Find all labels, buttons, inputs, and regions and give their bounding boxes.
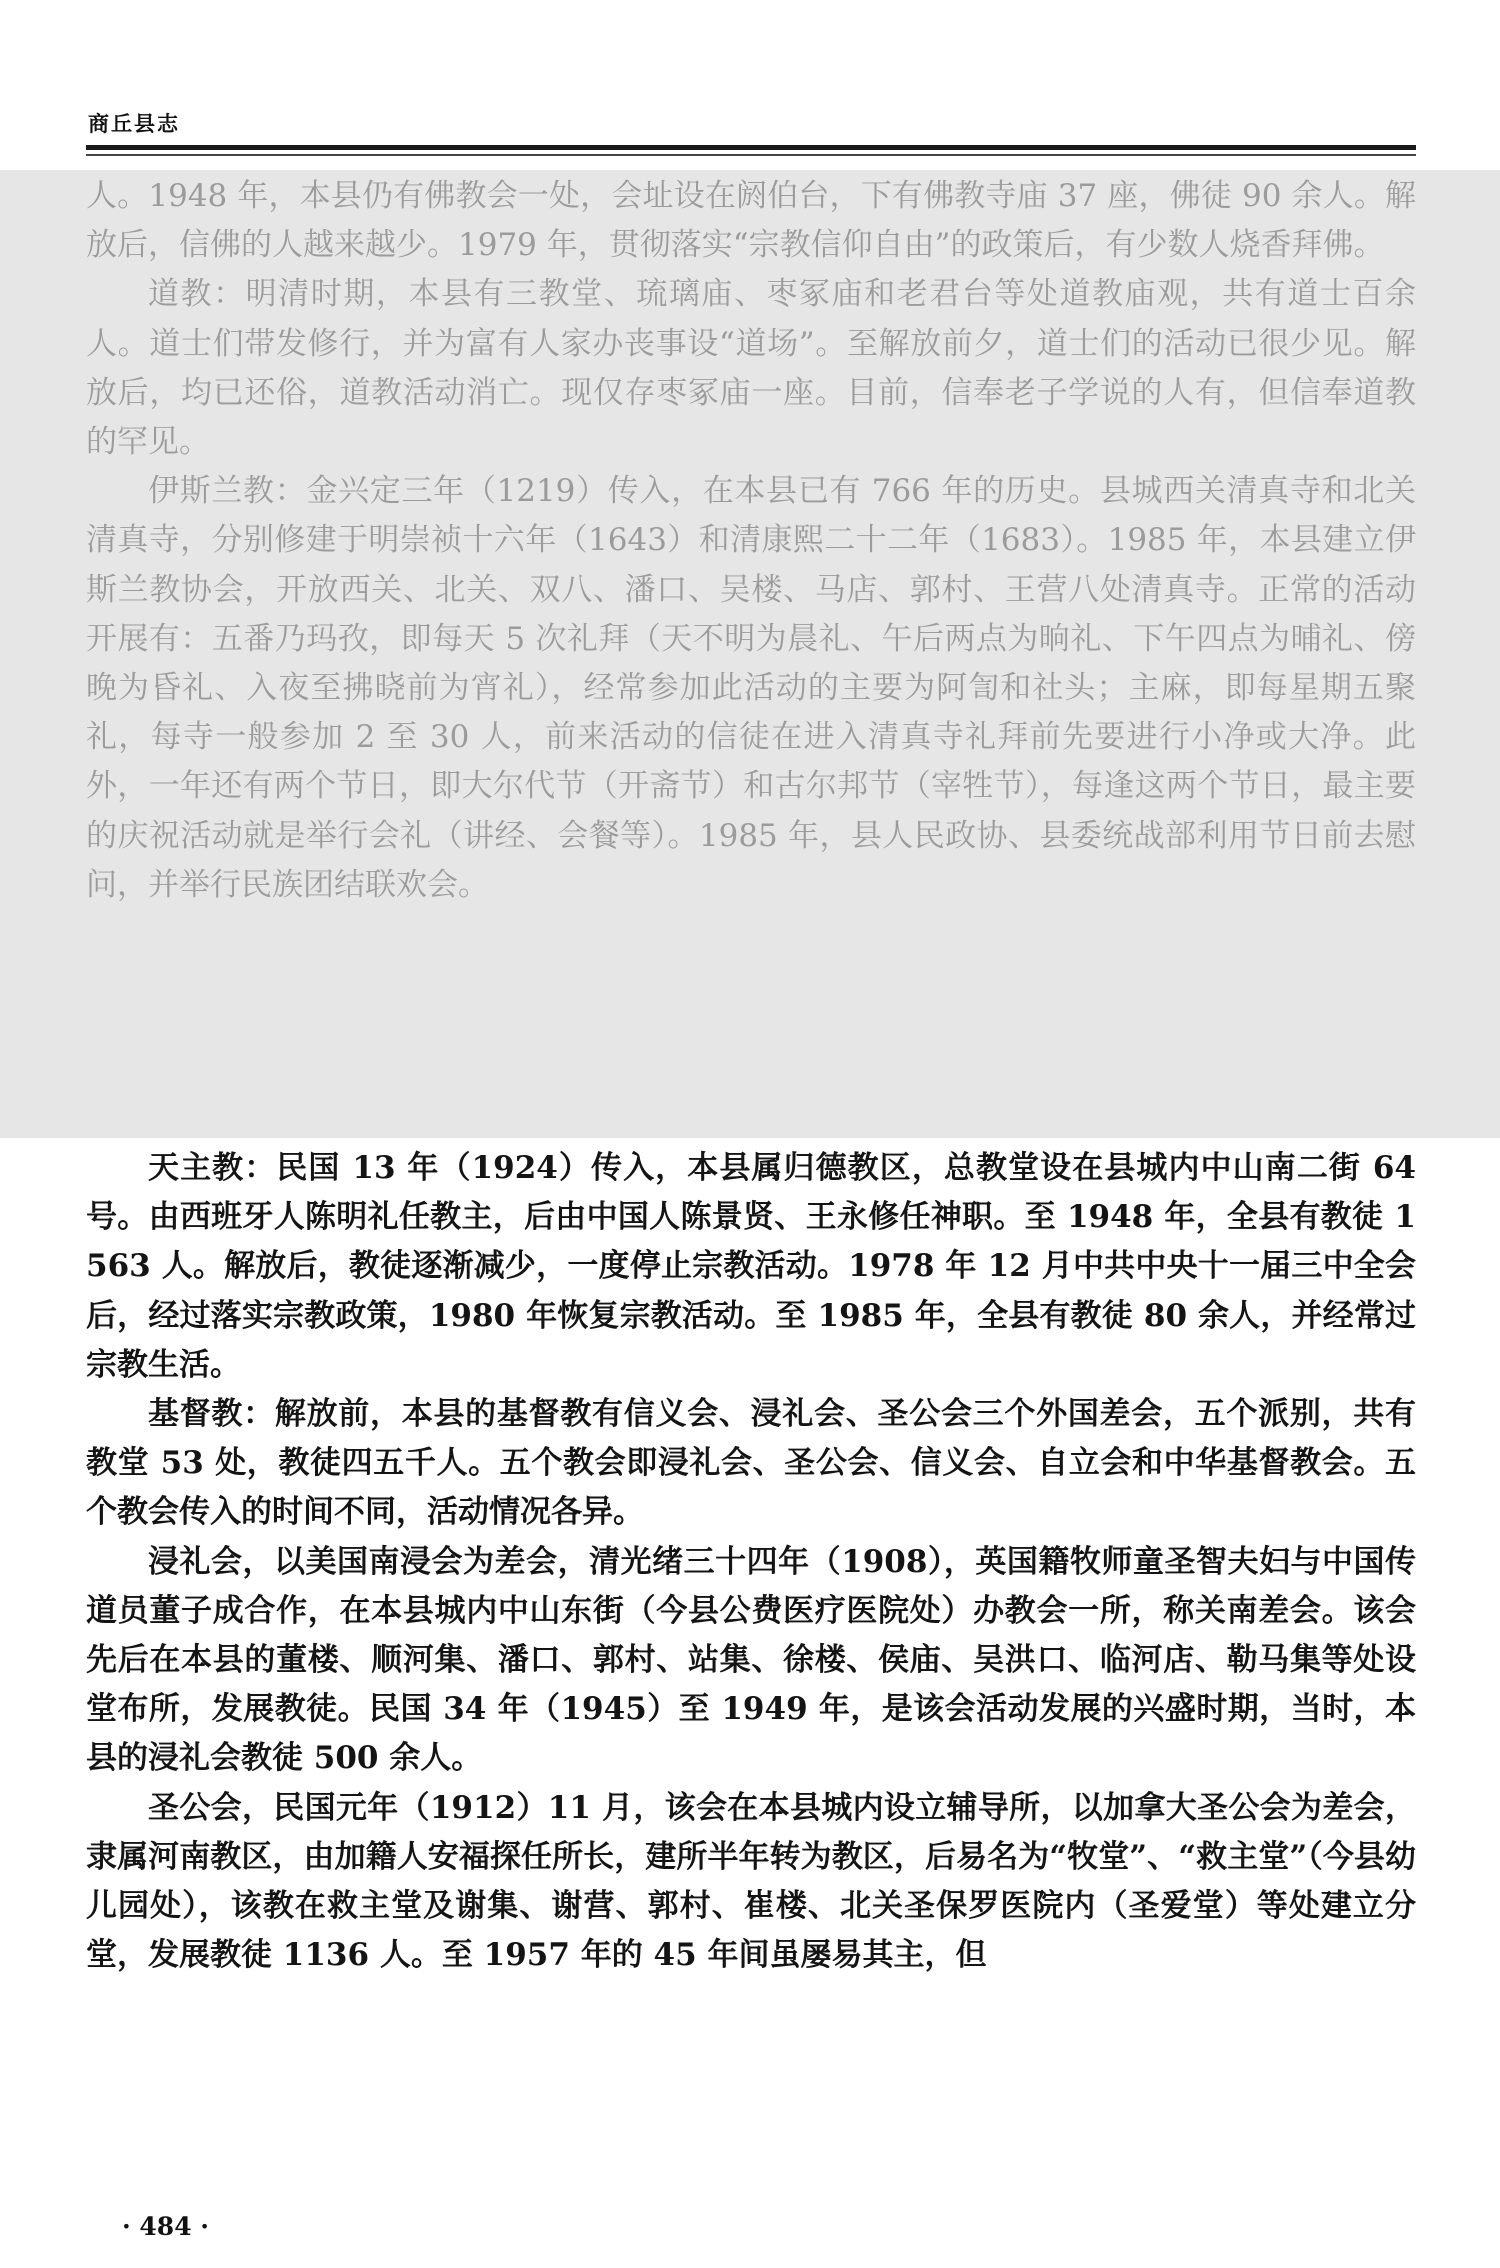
- header-rule-thin: [86, 154, 1416, 156]
- main-text-block: [86, 1144, 1416, 1980]
- paragraph-buddhism-end: 人。1948 年，本县仍有佛教会一处，会址设在阏伯台，下有佛教寺庙 37 座，佛徒 90 余人。解放后，信佛的人越来越少。1979 年，贯彻落实“宗教信仰自由”的政策后，有少数人烧香拜佛。: [86, 178, 1416, 264]
- paragraph-catholicism: 天主教：民国 13 年（1924）传入，本县属归德教区，总教堂设在县城内中山南二街 64 号。由西班牙人陈明礼任教主，后由中国人陈景贤、王永修任神职。至 1948 年，全县有教徒 1563 人。解放后，教徒逐渐减少，一度停止宗教活动。1978 年 12 月中共中央十一届三中全会后，经过落实宗教政策，1980 年恢复宗教活动。至 1985 年，全县有教徒 80 余人，并经常过宗教生活。: [86, 1150, 1416, 1383]
- paragraph-anglican: 圣公会，民国元年（1912）11 月，该会在本县城内设立辅导所，以加拿大圣公会为差会，隶属河南教区，由加籍人安福探任所长，建所半年转为教区，后易名为“牧堂”、“救主堂”（今县幼儿园处），该教在救主堂及谢集、谢营、郭村、崔楼、北关圣保罗医院内（圣爱堂）等处建立分堂，发展教徒 1136 人。至 1957 年的 45 年间虽屡易其主，但: [86, 1789, 1416, 1974]
- running-header: 商丘县志: [88, 111, 180, 136]
- paragraph-christianity: 基督教：解放前，本县的基督教有信义会、浸礼会、圣公会三个外国差会，五个派别，共有教堂 53 处，教徒四五千人。五个教会即浸礼会、圣公会、信义会、自立会和中华基督教会。五个教会传入的时间不同，活动情况各异。: [86, 1396, 1416, 1531]
- header-rule-thick: [86, 145, 1416, 150]
- faded-text-block: [86, 172, 1416, 910]
- page-number: · 484 ·: [122, 2212, 209, 2241]
- paragraph-baptist: 浸礼会，以美国南浸会为差会，清光绪三十四年（1908），英国籍牧师童圣智夫妇与中国传道员董子成合作，在本县城内中山东街（今县公费医疗医院处）办教会一所，称关南差会。该会先后在本县的董楼、顺河集、潘口、郭村、站集、徐楼、侯庙、吴洪口、临河店、勒马集等处设堂布所，发展教徒。民国 34 年（1945）至 1949 年，是该会活动发展的兴盛时期，当时，本县的浸礼会教徒 500 余人。: [86, 1543, 1416, 1777]
- paragraph-taoism: 道教：明清时期，本县有三教堂、琉璃庙、枣冢庙和老君台等处道教庙观，共有道士百余人。道士们带发修行，并为富有人家办丧事设“道场”。至解放前夕，道士们的活动已很少见。解放后，均已还俗，道教活动消亡。现仅存枣冢庙一座。目前，信奉老子学说的人有，但信奉道教的罕见。: [86, 276, 1416, 461]
- paragraph-islam: 伊斯兰教：金兴定三年（1219）传入，在本县已有 766 年的历史。县城西关清真寺和北关清真寺，分别修建于明崇祯十六年（1643）和清康熙二十二年（1683）。1985 年，本县建立伊斯兰教协会，开放西关、北关、双八、潘口、吴楼、马店、郭村、王营八处清真寺。正常的活动开展有：五番乃玛孜，即每天 5 次礼拜（天不明为晨礼、午后两点为晌礼、下午四点为晡礼、傍晚为昏礼、入夜至拂晓前为宵礼），经常参加此活动的主要为阿訇和社头；主麻，即每星期五聚礼，每寺一般参加 2 至 30 人，前来活动的信徒在进入清真寺礼拜前先要进行小净或大净。此外，一年还有两个节日，即大尔代节（开斋节）和古尔邦节（宰牲节），每逢这两个节日，最主要的庆祝活动就是举行会礼（讲经、会餐等）。1985 年，县人民政协、县委统战部利用节日前去慰问，并举行民族团结联欢会。: [86, 473, 1416, 903]
